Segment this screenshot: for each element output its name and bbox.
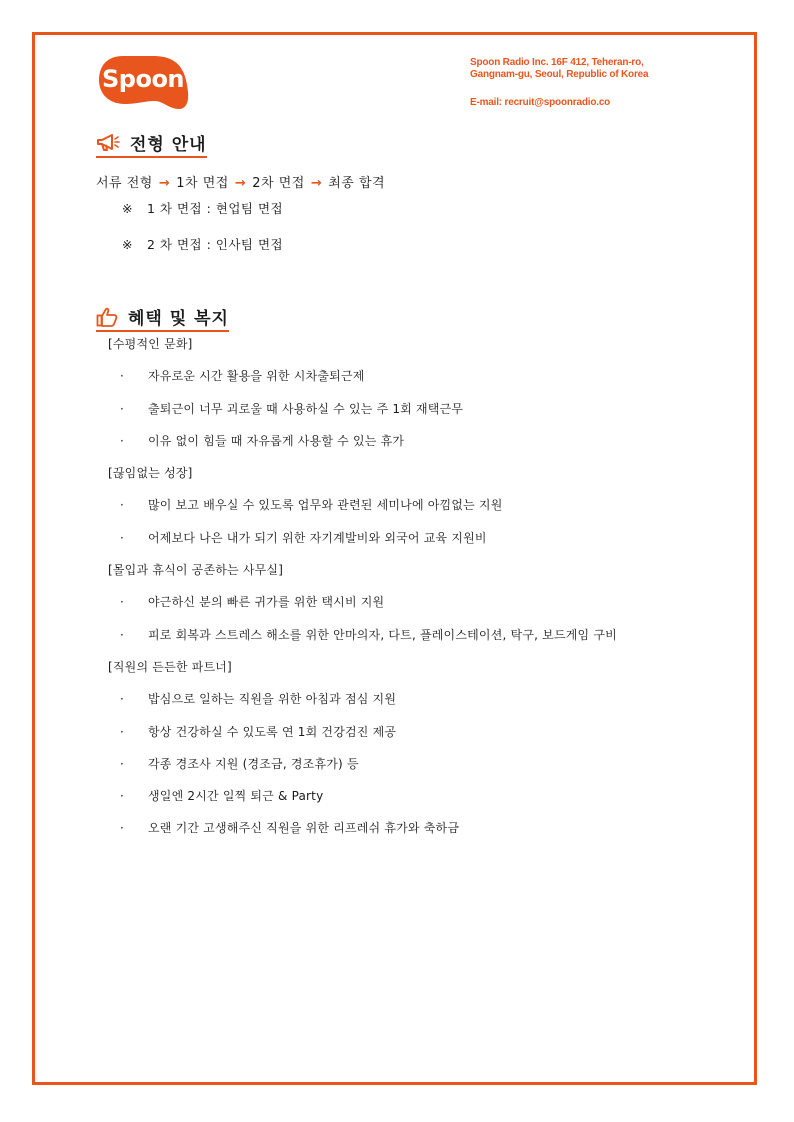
list-item: [108, 368, 748, 400]
note-mark: ※: [122, 237, 133, 252]
flow-step: 최종 합격: [328, 176, 386, 191]
list-item: [108, 820, 748, 852]
list-item: [108, 497, 748, 529]
bullet-icon: ·: [120, 530, 125, 545]
bullet-icon: ·: [120, 369, 125, 384]
bullet-icon: ·: [120, 692, 125, 707]
process-flow: [96, 172, 385, 191]
list-item: [108, 724, 748, 756]
benefit-category: [수평적인 문화]: [108, 337, 193, 351]
list-item: [108, 788, 748, 820]
list-item: [108, 756, 748, 788]
list-item: [108, 401, 748, 433]
flow-step: 1차 면접: [176, 176, 229, 191]
benefit-text: 이유 없이 힘들 때 자유롭게 사용할 수 있는 휴가: [148, 433, 405, 448]
list-item: [108, 691, 748, 723]
benefit-text: 밥심으로 일하는 직원을 위한 아침과 점심 지원: [148, 692, 397, 707]
list-item: [108, 627, 748, 659]
bullet-icon: ·: [120, 595, 125, 610]
benefit-text: 야근하신 분의 빠른 귀가를 위한 택시비 지원: [148, 595, 385, 610]
note-text: 1 차 면접 : 현업팀 면접: [146, 201, 284, 216]
benefit-text: 어제보다 나은 내가 되기 위한 자기계발비와 외국어 교육 지원비: [148, 530, 487, 545]
flow-arrow-icon: →: [234, 176, 247, 191]
address-line-2: Gangnam-gu, Seoul, Republic of Korea: [470, 69, 649, 80]
process-section-title: [96, 130, 207, 158]
megaphone-icon: [96, 134, 120, 152]
bullet-icon: ·: [120, 401, 125, 416]
benefits-list: [108, 336, 748, 853]
note-text: 2 차 면접 : 인사팀 면접: [146, 237, 284, 252]
flow-step: 서류 전형: [96, 176, 153, 191]
benefit-text: 항상 건강하실 수 있도록 연 1회 건강검진 제공: [148, 724, 397, 739]
address-line-1: Spoon Radio Inc. 16F 412, Teheran-ro,: [470, 57, 644, 68]
spoon-logo: [97, 54, 189, 110]
benefit-category: [끊임없는 성장]: [108, 466, 193, 481]
bullet-icon: ·: [120, 821, 125, 836]
bullet-icon: ·: [120, 433, 125, 448]
flow-arrow-icon: →: [310, 176, 323, 191]
benefit-text: 많이 보고 배우실 수 있도록 업무와 관련된 세미나에 아낌없는 지원: [148, 498, 503, 513]
list-item: [108, 433, 748, 465]
bullet-icon: ·: [120, 498, 125, 513]
logo-text: Spoon: [101, 65, 185, 93]
process-title-text: 전형 안내: [130, 135, 207, 155]
company-address: [470, 57, 750, 109]
bullet-icon: ·: [120, 789, 125, 804]
process-note: [122, 199, 283, 217]
bullet-icon: ·: [120, 627, 125, 642]
flow-arrow-icon: →: [158, 176, 171, 191]
benefit-text: 출퇴근이 너무 괴로울 때 사용하실 수 있는 주 1회 재택근무: [148, 401, 464, 416]
benefit-text: 각종 경조사 지원 (경조금, 경조휴가) 등: [148, 756, 359, 771]
benefit-category: [직원의 든든한 파트너]: [108, 659, 232, 674]
flow-step: 2차 면접: [252, 176, 305, 191]
benefit-text: 자유로운 시간 활용을 위한 시차출퇴근제: [148, 369, 365, 384]
benefit-category: [몰입과 휴식이 공존하는 사무실]: [108, 563, 284, 578]
list-item: [108, 594, 748, 626]
list-item: [108, 530, 748, 562]
process-note: [122, 235, 283, 253]
bullet-icon: ·: [120, 724, 125, 739]
benefits-section-title: [96, 304, 229, 332]
benefit-text: 오랜 기간 고생해주신 직원을 위한 리프레쉬 휴가와 축하금: [148, 821, 460, 836]
note-mark: ※: [122, 201, 133, 216]
email-link[interactable]: E-mail: recruit@spoonradio.co: [470, 97, 611, 108]
bullet-icon: ·: [120, 756, 125, 771]
benefits-title-text: 혜택 및 복지: [128, 309, 229, 329]
thumbs-up-icon: [96, 307, 118, 327]
benefit-text: 생일엔 2시간 일찍 퇴근 & Party: [148, 789, 324, 804]
benefit-text: 피로 회복과 스트레스 해소를 위한 안마의자, 다트, 플레이스테이션, 탁구, 보드게임 구비: [148, 627, 617, 642]
